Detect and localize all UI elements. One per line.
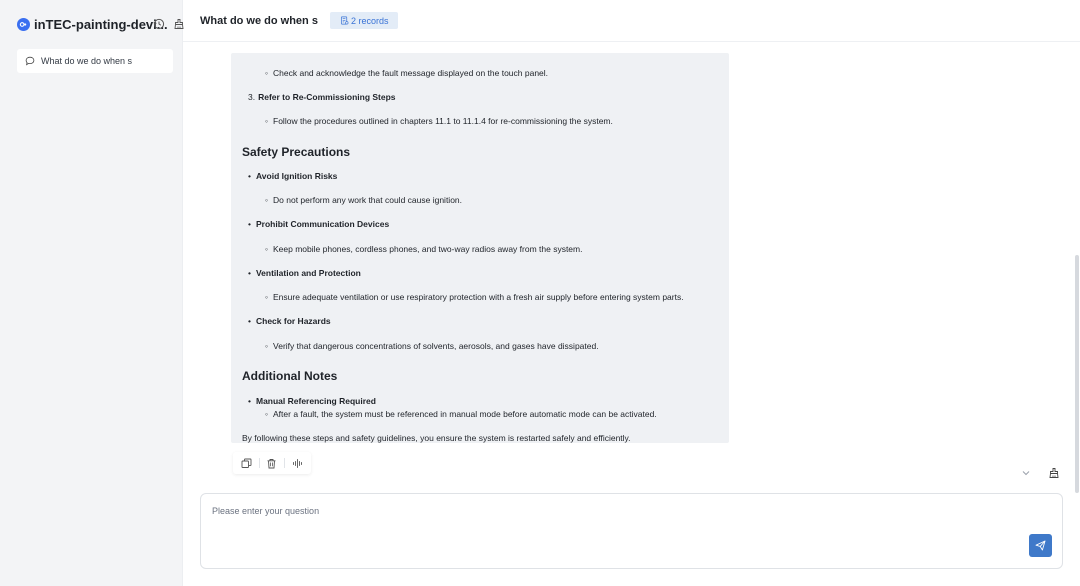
records-icon: [340, 16, 349, 25]
delete-button[interactable]: [265, 456, 279, 470]
bullet-title: • Ventilation and Protection: [231, 268, 361, 278]
list-item: ◦ Do not perform any work that could cause ignition.: [231, 195, 462, 205]
answer-card: [231, 53, 729, 443]
sidebar: [0, 0, 183, 586]
bullet-title: • Avoid Ignition Risks: [231, 171, 337, 181]
list-item: ◦ Follow the procedures outlined in chapters 11.1 to 11.1.4 for re-commissioning the system.: [231, 116, 613, 126]
voice-button[interactable]: [290, 456, 304, 470]
history-icon[interactable]: [152, 17, 166, 31]
question-input[interactable]: [212, 506, 1002, 546]
chat-header: [183, 0, 1080, 42]
app-logo-icon: [17, 18, 30, 31]
list-item: ◦ After a fault, the system must be referenced in manual mode before automatic mode can be activated.: [231, 409, 657, 419]
list-item: ◦ Keep mobile phones, cordless phones, and two-way radios away from the system.: [231, 244, 582, 254]
records-count: 2 records: [350, 15, 389, 26]
app-title: inTEC-painting-devi...: [34, 16, 168, 32]
sidebar-header: [0, 0, 182, 48]
message-area: [183, 43, 1080, 483]
numbered-step: [231, 92, 396, 102]
step-number: 3.: [248, 92, 256, 102]
message-actions: [233, 452, 311, 474]
closing-text: By following these steps and safety guidelines, you ensure the system is restarted safely and efficiently.: [242, 433, 631, 443]
chat-title: What do we do when s: [200, 14, 318, 27]
send-icon: [1035, 540, 1046, 551]
clear-chat-button[interactable]: [1043, 462, 1065, 484]
conversation-label: What do we do when s: [41, 56, 133, 66]
list-item: ◦ Ensure adequate ventilation or use respiratory protection with a fresh air supply before entering system parts.: [231, 292, 684, 302]
trash-icon: [266, 458, 277, 469]
bullet-title: • Prohibit Communication Devices: [231, 219, 389, 229]
copy-button[interactable]: [240, 456, 254, 470]
bullet-title: • Check for Hazards: [231, 316, 331, 326]
step-title: Refer to Re-Commissioning Steps: [258, 92, 396, 102]
divider: [259, 458, 260, 468]
clean-brush-icon: [1048, 467, 1060, 479]
copy-icon: [241, 458, 252, 469]
records-badge[interactable]: [330, 12, 399, 29]
scroll-to-bottom-button[interactable]: [1015, 462, 1037, 484]
main-panel: [183, 0, 1080, 586]
section-heading-notes: Additional Notes: [242, 369, 338, 383]
divider: [284, 458, 285, 468]
voice-wave-icon: [292, 458, 303, 469]
bullet-title: • Manual Referencing Required: [231, 396, 376, 406]
chat-bubble-icon: [25, 56, 35, 66]
section-heading-safety: Safety Precautions: [242, 145, 351, 159]
scrollbar[interactable]: [1075, 255, 1079, 493]
question-composer: [200, 493, 1063, 569]
list-item: ◦ Verify that dangerous concentrations of solvents, aerosols, and gases have dissipated.: [231, 341, 599, 351]
list-item: ◦ Check and acknowledge the fault message displayed on the touch panel.: [231, 68, 548, 78]
chevron-down-icon: [1021, 468, 1031, 478]
send-button[interactable]: [1029, 534, 1052, 557]
conversation-item[interactable]: [17, 49, 173, 73]
